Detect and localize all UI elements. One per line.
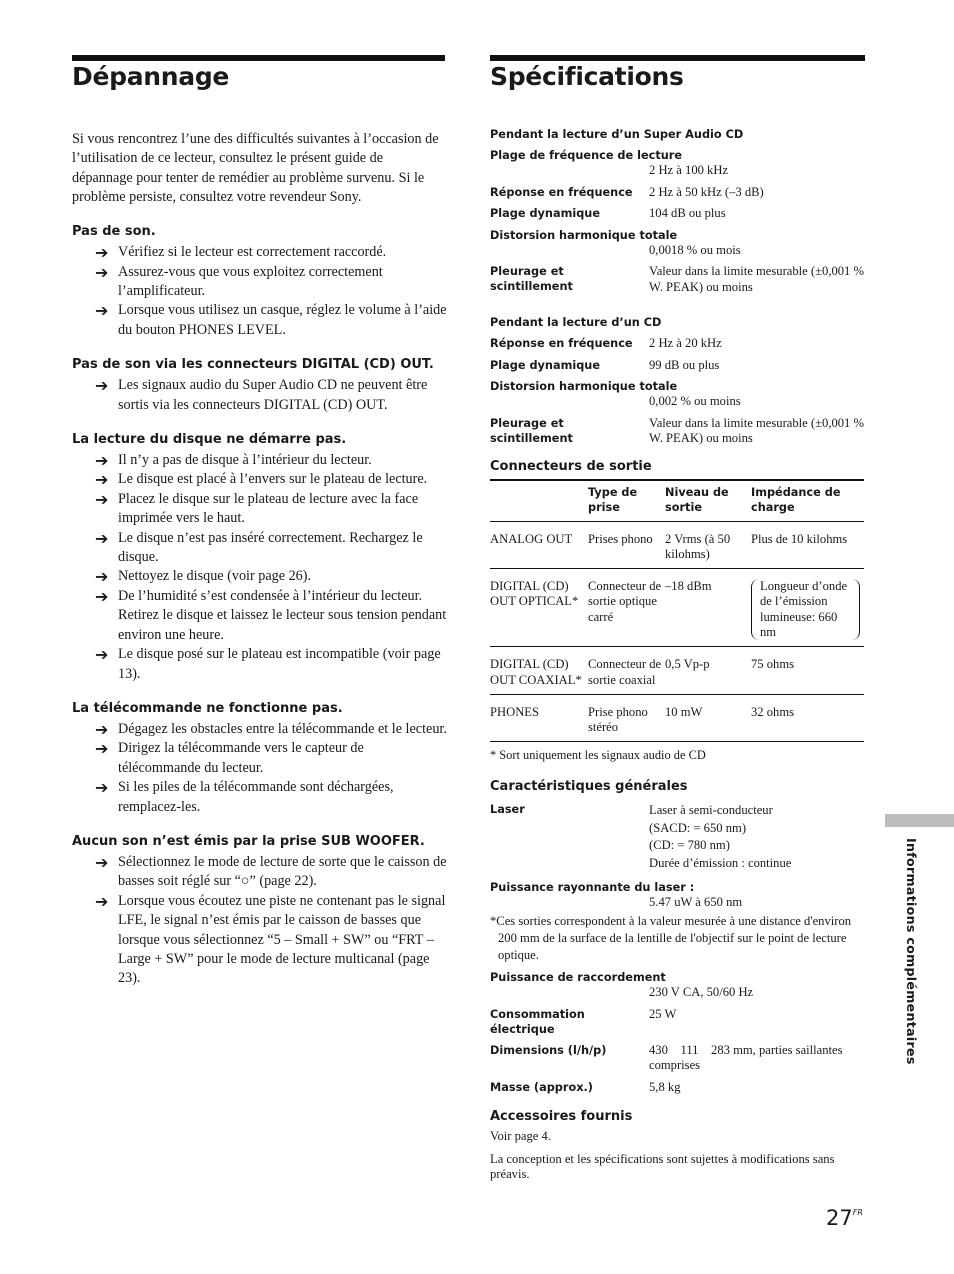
list-item: [72, 263, 447, 302]
table-cell: 0,5 Vp-p: [665, 657, 710, 672]
table-row: [490, 647, 864, 695]
table-cell: ANALOG OUT: [490, 531, 573, 546]
list-item: [72, 567, 447, 586]
laser-power: [490, 880, 865, 911]
list-item-text: Assurez-vous que vous exploitez correctement l’amplificateur.: [118, 263, 383, 299]
accessories-title: Accessoires fournis: [490, 1109, 633, 1125]
sacd-wow-label: Pleurage et scintillement: [490, 265, 573, 293]
table-cell: 10 mW: [665, 704, 703, 719]
page-language-suffix: FR: [852, 1208, 863, 1217]
outputs-table: [490, 479, 864, 743]
troubleshooting-section: [72, 833, 447, 989]
sacd-response: [490, 185, 865, 201]
sacd-response-value: 2 Hz à 50 kHz (–3 dB): [649, 184, 764, 199]
laser-line: (SACD: = 650 nm): [649, 820, 747, 835]
troubleshooting-column: [72, 130, 447, 1005]
arrow-right-icon: ➔: [95, 852, 109, 872]
list-item: [72, 451, 447, 470]
sacd-dynamic: [490, 206, 865, 222]
accessories-value: Voir page 4.: [490, 1129, 551, 1144]
arrow-right-icon: ➔: [95, 586, 109, 606]
list-item-text: Placez le disque sur le plateau de lecture avec la face imprimée vers le haut.: [118, 490, 419, 527]
list-item-text: Le disque est placé à l’envers sur le plateau de lecture.: [118, 471, 428, 488]
cd-title: Pendant la lecture d’un CD: [490, 316, 662, 329]
table-cell: DIGITAL (CD) OUT COAXIAL*: [490, 657, 582, 687]
wavelength-brace: Longueur d’onde de l’émission lumineuse: 660 nm: [751, 579, 860, 640]
sacd-freq-label: Plage de fréquence de lecture: [490, 149, 682, 162]
laser-line: (CD: = 780 nm): [649, 838, 730, 853]
table-cell: Connecteur de sortie coaxial: [588, 657, 662, 687]
power-supply-label: Puissance de raccordement: [490, 971, 666, 985]
troubleshooting-section: [72, 223, 447, 340]
arrow-right-icon: ➔: [95, 891, 109, 911]
laser-values: [649, 802, 865, 872]
arrow-right-icon: ➔: [95, 528, 109, 548]
cd-response-value: 2 Hz à 20 kHz: [649, 336, 722, 350]
section-heading: La lecture du disque ne démarre pas.: [72, 432, 347, 448]
consumption-label: Consommation électrique: [490, 1007, 585, 1036]
table-cell: DIGITAL (CD) OUT OPTICAL*: [490, 579, 579, 609]
sacd-wow-flutter: [490, 264, 865, 295]
list-item-text: Lorsque vous utilisez un casque, réglez le volume à l’aide du bouton PHONES LEVEL.: [118, 302, 447, 338]
cd-wow-value: Valeur dans la limite mesurable (±0,001 % W. PEAK) ou moins: [649, 415, 864, 445]
list-item: [72, 853, 447, 892]
table-row: [490, 694, 864, 742]
laser-label: Laser: [490, 803, 525, 817]
arrow-right-icon: ➔: [95, 451, 109, 471]
mass-label: Masse (approx.): [490, 1080, 593, 1094]
dimensions-label: Dimensions (l/h/p): [490, 1043, 607, 1057]
disclaimer: La conception et les spécifications sont sujettes à modifications sans préavis.: [490, 1152, 835, 1182]
specifications-column: [490, 127, 865, 1190]
sacd-title: Pendant la lecture d’un Super Audio CD: [490, 128, 744, 141]
section-side-label: Informations complémentaires: [904, 838, 919, 1065]
laser-line: Durée d’émission : continue: [649, 855, 792, 870]
list-item-text: Dégagez les obstacles entre la télécommande et le lecteur.: [118, 720, 447, 737]
cd-dynamic-value: 99 dB ou plus: [649, 357, 720, 372]
power-consumption: [490, 1007, 865, 1037]
left-title-rule: [72, 55, 445, 61]
list-item: [72, 587, 447, 645]
sacd-dynamic-value: 104 dB ou plus: [649, 206, 726, 220]
arrow-right-icon: ➔: [95, 470, 109, 490]
sacd-thd-value: 0,0018 % ou mois: [649, 242, 741, 257]
section-tab-marker: [885, 814, 954, 827]
cd-response-label: Réponse en fréquence: [490, 337, 633, 350]
outputs-header-cell: [490, 480, 588, 522]
section-heading: La télécommande ne fonctionne pas.: [72, 700, 343, 716]
list-item: [72, 892, 447, 989]
laser-line: Laser à semi-conducteur: [649, 803, 773, 818]
sacd-wow-value: Valeur dans la limite mesurable (±0,001 % W. PEAK) ou moins: [649, 264, 864, 294]
table-cell: Prise phono stéréo: [588, 704, 648, 735]
list-item: [72, 490, 447, 529]
laser-power-label: Puissance rayonnante du laser :: [490, 881, 695, 895]
consumption-value: 25 W: [649, 1006, 677, 1021]
page-number-value: 27: [826, 1206, 853, 1230]
cd-thd-value: 0,002 % ou moins: [649, 394, 741, 408]
list-item: [72, 645, 447, 684]
cd-thd-label: Distorsion harmonique totale: [490, 380, 678, 393]
table-row: [490, 569, 864, 647]
sacd-dynamic-label: Plage dynamique: [490, 207, 601, 220]
table-cell: PHONES: [490, 704, 539, 719]
right-title-rule: [490, 55, 865, 61]
table-row: [490, 521, 864, 569]
section-heading: Aucun son n’est émis par la prise SUB WOOFER.: [72, 833, 425, 849]
power-supply-value: 230 V CA, 50/60 Hz: [649, 985, 754, 1000]
list-item-text: Lorsque vous écoutez une piste ne contenant pas le signal LFE, le signal n’est émis par le caisson de basses que lorsque vous sélectionnez “5 – Small + SW” ou “FRT – Large + SW” pour le mode de lecture multicanal (page 23).: [118, 892, 446, 987]
troubleshooting-section: [72, 356, 447, 415]
table-footnote: * Sort uniquement les signaux audio de CD: [490, 748, 706, 763]
outputs-header-cell: Type de prise: [588, 485, 638, 514]
list-item-text: Le disque posé sur le plateau est incompatible (voir page 13).: [118, 646, 441, 682]
arrow-right-icon: ➔: [95, 489, 109, 509]
arrow-right-icon: ➔: [95, 262, 109, 282]
arrow-right-icon: ➔: [95, 301, 109, 321]
sacd-thd-label: Distorsion harmonique totale: [490, 228, 678, 242]
table-cell: 32 ohms: [751, 704, 795, 719]
list-item-text: Vérifiez si le lecteur est correctement raccordé.: [118, 244, 387, 261]
outputs-table-header: [490, 480, 864, 522]
arrow-right-icon: ➔: [95, 778, 109, 798]
list-item-text: Les signaux audio du Super Audio CD ne peuvent être sortis via les connecteurs DIGITAL (CD) OUT.: [118, 377, 428, 413]
list-item-text: De l’humidité s’est condensée à l’intérieur du lecteur. Retirez le disque et laissez le lecteur sous tension pendant environ une heure.: [118, 587, 447, 643]
cd-wow-flutter: [490, 416, 865, 447]
laser-power-note: *Ces sorties correspondent à la valeur mesurée à une distance d'environ 200 mm de la surface de la lentille de l'objectif sur le point de lecture optique.: [490, 913, 852, 962]
troubleshooting-sections: [72, 223, 447, 989]
list-item: [72, 470, 447, 489]
sacd-freq-range: [490, 148, 865, 179]
table-cell: Prises phono: [588, 531, 653, 546]
section-heading: Pas de son.: [72, 224, 156, 240]
general-title: Caractéristiques générales: [490, 779, 688, 795]
table-cell: –18 dBm: [665, 579, 712, 594]
sacd-response-label: Réponse en fréquence: [490, 185, 633, 199]
list-item: [72, 376, 447, 415]
table-cell: Plus de 10 kilohms: [751, 531, 848, 546]
arrow-right-icon: ➔: [95, 376, 109, 396]
list-item-text: Sélectionnez le mode de lecture de sorte que le caisson de basses soit réglé sur “○” (page 22).: [118, 853, 447, 890]
list-item: [72, 243, 447, 262]
laser-power-value: 5.47 uW à 650 nm: [649, 895, 743, 910]
arrow-right-icon: ➔: [95, 567, 109, 587]
list-item-text: Le disque n’est pas inséré correctement. Rechargez le disque.: [118, 529, 423, 566]
list-item-text: Il n’y a pas de disque à l’intérieur du lecteur.: [118, 452, 372, 469]
troubleshooting-section: [72, 700, 447, 817]
troubleshooting-section: [72, 431, 447, 684]
laser-spec: [490, 802, 865, 872]
mass-value: 5,8 kg: [649, 1079, 681, 1094]
dimensions-value: 430 111 283 mm, parties saillantes comprises: [649, 1042, 846, 1073]
sacd-freq-value: 2 Hz à 100 kHz: [649, 163, 729, 177]
cd-dynamic: [490, 358, 865, 374]
cd-thd: [490, 379, 865, 410]
page-number: [826, 1206, 863, 1230]
cd-response: [490, 336, 865, 352]
list-item: [72, 720, 447, 739]
list-item: [72, 739, 447, 778]
arrow-right-icon: ➔: [95, 243, 109, 263]
outputs-header-cell: Niveau de sortie: [665, 485, 729, 514]
troubleshooting-intro: Si vous rencontrez l’une des difficultés suivantes à l’occasion de l’utilisation de ce lecteur, consultez le présent guide de dépannage pour tenter de remédier au problème survenu. Si le problème persiste, consultez votre revendeur Sony.: [72, 131, 439, 205]
list-item-text: Si les piles de la télécommande sont déchargées, remplacez-les.: [118, 779, 394, 815]
list-item-text: Nettoyez le disque (voir page 26).: [118, 568, 312, 585]
list-item: [72, 301, 447, 340]
mass: [490, 1080, 865, 1096]
list-item-text: Dirigez la télécommande vers le capteur de télécommande du lecteur.: [118, 740, 364, 776]
cd-dynamic-label: Plage dynamique: [490, 358, 601, 372]
arrow-right-icon: ➔: [95, 645, 109, 665]
outputs-title: Connecteurs de sortie: [490, 458, 652, 474]
sacd-thd: [490, 228, 865, 259]
arrow-right-icon: ➔: [95, 739, 109, 759]
section-heading: Pas de son via les connecteurs DIGITAL (CD) OUT.: [72, 357, 434, 373]
list-item: [72, 529, 447, 568]
cd-wow-label: Pleurage et scintillement: [490, 416, 573, 445]
list-item: [72, 778, 447, 817]
dimensions: [490, 1043, 865, 1074]
specifications-title: Spécifications: [490, 62, 684, 91]
arrow-right-icon: ➔: [95, 719, 109, 739]
table-cell: [751, 569, 864, 647]
table-cell: Connecteur de sortie optique carré: [588, 579, 662, 624]
power-supply: [490, 970, 865, 1001]
outputs-header-cell: Impédance de charge: [751, 485, 841, 514]
table-cell: 2 Vrms (à 50 kilohms): [665, 531, 731, 561]
troubleshooting-title: Dépannage: [72, 62, 230, 91]
table-cell: 75 ohms: [751, 657, 795, 672]
